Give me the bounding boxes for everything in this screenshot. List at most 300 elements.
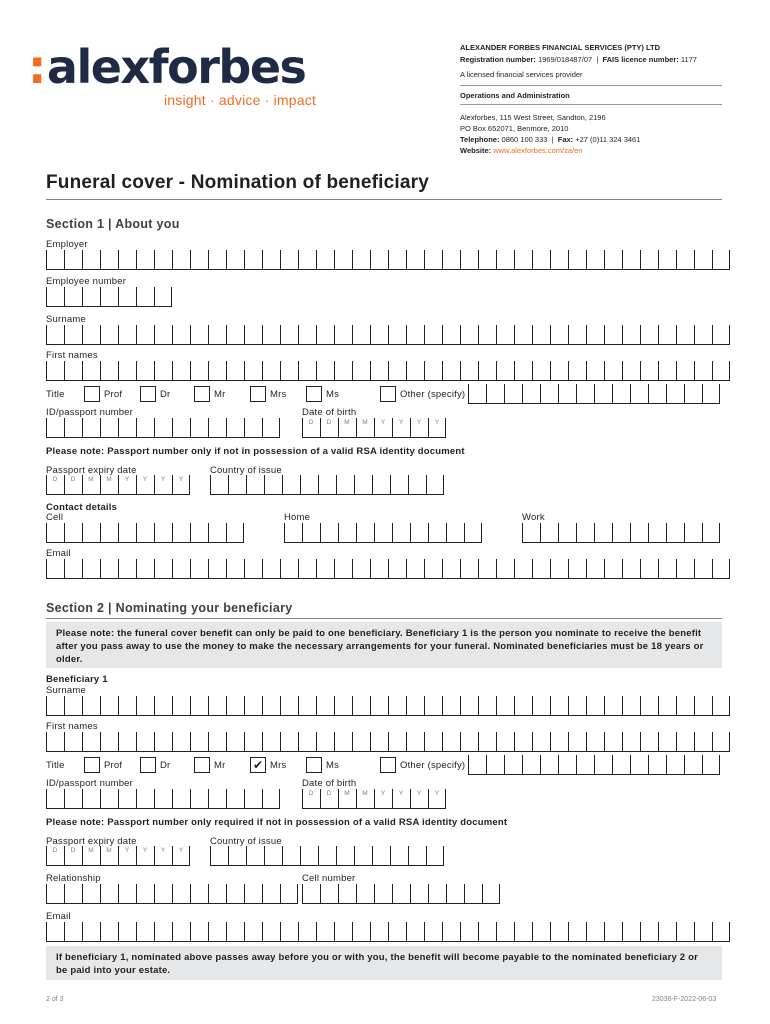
char-box[interactable] (482, 884, 500, 904)
char-box[interactable] (284, 523, 302, 543)
char-box[interactable] (64, 287, 82, 307)
char-box[interactable] (82, 325, 100, 345)
char-box[interactable] (478, 732, 496, 752)
char-box[interactable] (658, 361, 676, 381)
char-box[interactable] (428, 418, 446, 438)
char-box[interactable] (658, 732, 676, 752)
char-box[interactable] (100, 325, 118, 345)
char-box[interactable] (82, 475, 100, 495)
char-box[interactable] (514, 559, 532, 579)
char-box[interactable] (172, 325, 190, 345)
char-box[interactable] (100, 789, 118, 809)
char-box[interactable] (100, 475, 118, 495)
char-box[interactable] (428, 884, 446, 904)
char-box[interactable] (586, 559, 604, 579)
char-box[interactable] (262, 789, 280, 809)
char-box[interactable] (154, 789, 172, 809)
char-box[interactable] (316, 325, 334, 345)
char-box[interactable] (594, 755, 612, 775)
char-box[interactable] (640, 559, 658, 579)
char-box[interactable] (334, 325, 352, 345)
char-box[interactable] (262, 922, 280, 942)
ben-passport-expiry-input[interactable] (46, 846, 190, 866)
char-box[interactable] (410, 884, 428, 904)
char-box[interactable] (622, 922, 640, 942)
char-box[interactable] (118, 418, 136, 438)
char-box[interactable] (374, 789, 392, 809)
char-box[interactable] (302, 884, 320, 904)
char-box[interactable] (316, 732, 334, 752)
char-box[interactable] (154, 732, 172, 752)
char-box[interactable] (442, 559, 460, 579)
char-box[interactable] (676, 325, 694, 345)
char-box[interactable] (658, 696, 676, 716)
title-mrs-checkbox[interactable] (250, 386, 266, 402)
char-box[interactable] (334, 250, 352, 270)
char-box[interactable] (388, 361, 406, 381)
char-box[interactable] (244, 732, 262, 752)
char-box[interactable] (154, 846, 172, 866)
char-box[interactable] (374, 418, 392, 438)
char-box[interactable] (388, 732, 406, 752)
char-box[interactable] (354, 475, 372, 495)
ben-id-number-input[interactable] (46, 789, 280, 809)
char-box[interactable] (356, 523, 374, 543)
char-box[interactable] (154, 922, 172, 942)
ben-title-mrs-checkbox[interactable]: ✔ (250, 757, 266, 773)
char-box[interactable] (468, 384, 486, 404)
char-box[interactable] (64, 475, 82, 495)
title-other-checkbox[interactable] (380, 386, 396, 402)
char-box[interactable] (298, 922, 316, 942)
char-box[interactable] (118, 559, 136, 579)
char-box[interactable] (154, 250, 172, 270)
char-box[interactable] (226, 732, 244, 752)
char-box[interactable] (354, 846, 372, 866)
char-box[interactable] (558, 523, 576, 543)
char-box[interactable] (712, 250, 730, 270)
char-box[interactable] (424, 696, 442, 716)
id-number-input[interactable] (46, 418, 280, 438)
char-box[interactable] (190, 922, 208, 942)
char-box[interactable] (172, 559, 190, 579)
char-box[interactable] (424, 732, 442, 752)
char-box[interactable] (622, 696, 640, 716)
char-box[interactable] (244, 696, 262, 716)
char-box[interactable] (532, 696, 550, 716)
char-box[interactable] (100, 361, 118, 381)
char-box[interactable] (426, 475, 444, 495)
char-box[interactable] (568, 922, 586, 942)
char-box[interactable] (318, 846, 336, 866)
char-box[interactable] (316, 250, 334, 270)
char-box[interactable] (496, 922, 514, 942)
char-box[interactable] (532, 922, 550, 942)
char-box[interactable] (154, 475, 172, 495)
char-box[interactable] (264, 846, 282, 866)
ben-cell-number-input[interactable] (302, 884, 500, 904)
char-box[interactable] (334, 559, 352, 579)
char-box[interactable] (702, 384, 720, 404)
char-box[interactable] (208, 325, 226, 345)
char-box[interactable] (280, 325, 298, 345)
employee-number-input[interactable] (46, 287, 172, 307)
char-box[interactable] (100, 559, 118, 579)
char-box[interactable] (388, 250, 406, 270)
relationship-input[interactable] (46, 884, 298, 904)
char-box[interactable] (372, 475, 390, 495)
title-prof-checkbox[interactable] (84, 386, 100, 402)
char-box[interactable] (532, 250, 550, 270)
char-box[interactable] (568, 325, 586, 345)
char-box[interactable] (100, 418, 118, 438)
char-box[interactable] (640, 732, 658, 752)
char-box[interactable] (406, 250, 424, 270)
char-box[interactable] (370, 250, 388, 270)
char-box[interactable] (320, 418, 338, 438)
char-box[interactable] (298, 361, 316, 381)
char-box[interactable] (46, 361, 64, 381)
char-box[interactable] (226, 250, 244, 270)
char-box[interactable] (446, 884, 464, 904)
char-box[interactable] (172, 475, 190, 495)
char-box[interactable] (622, 250, 640, 270)
char-box[interactable] (478, 559, 496, 579)
char-box[interactable] (522, 384, 540, 404)
char-box[interactable] (532, 559, 550, 579)
char-box[interactable] (338, 418, 356, 438)
char-box[interactable] (514, 250, 532, 270)
char-box[interactable] (64, 884, 82, 904)
char-box[interactable] (46, 250, 64, 270)
char-box[interactable] (136, 732, 154, 752)
char-box[interactable] (694, 361, 712, 381)
char-box[interactable] (388, 559, 406, 579)
char-box[interactable] (464, 523, 482, 543)
char-box[interactable] (478, 922, 496, 942)
char-box[interactable] (46, 418, 64, 438)
char-box[interactable] (64, 696, 82, 716)
char-box[interactable] (136, 523, 154, 543)
char-box[interactable] (46, 523, 64, 543)
title-ms-checkbox[interactable] (306, 386, 322, 402)
char-box[interactable] (82, 696, 100, 716)
char-box[interactable] (676, 922, 694, 942)
char-box[interactable] (244, 361, 262, 381)
char-box[interactable] (464, 884, 482, 904)
char-box[interactable] (46, 922, 64, 942)
char-box[interactable] (426, 846, 444, 866)
char-box[interactable] (82, 418, 100, 438)
email-input[interactable] (46, 559, 730, 579)
char-box[interactable] (154, 559, 172, 579)
char-box[interactable] (244, 922, 262, 942)
country-of-issue-input[interactable] (210, 475, 444, 495)
char-box[interactable] (136, 846, 154, 866)
char-box[interactable] (82, 250, 100, 270)
char-box[interactable] (390, 475, 408, 495)
char-box[interactable] (370, 732, 388, 752)
char-box[interactable] (262, 884, 280, 904)
char-box[interactable] (172, 696, 190, 716)
char-box[interactable] (154, 418, 172, 438)
char-box[interactable] (262, 732, 280, 752)
char-box[interactable] (46, 559, 64, 579)
char-box[interactable] (190, 789, 208, 809)
char-box[interactable] (280, 732, 298, 752)
char-box[interactable] (568, 696, 586, 716)
char-box[interactable] (118, 250, 136, 270)
char-box[interactable] (320, 884, 338, 904)
char-box[interactable] (514, 325, 532, 345)
char-box[interactable] (630, 755, 648, 775)
char-box[interactable] (388, 696, 406, 716)
char-box[interactable] (370, 696, 388, 716)
ben-title-prof-checkbox[interactable] (84, 757, 100, 773)
char-box[interactable] (676, 696, 694, 716)
surname-input[interactable] (46, 325, 730, 345)
char-box[interactable] (190, 732, 208, 752)
work-input[interactable] (522, 523, 720, 543)
char-box[interactable] (532, 732, 550, 752)
char-box[interactable] (586, 922, 604, 942)
char-box[interactable] (190, 696, 208, 716)
char-box[interactable] (100, 523, 118, 543)
char-box[interactable] (586, 696, 604, 716)
char-box[interactable] (298, 696, 316, 716)
char-box[interactable] (46, 789, 64, 809)
char-box[interactable] (460, 922, 478, 942)
char-box[interactable] (408, 475, 426, 495)
home-input[interactable] (284, 523, 482, 543)
char-box[interactable] (262, 361, 280, 381)
char-box[interactable] (228, 475, 246, 495)
ben-country-of-issue-input[interactable] (210, 846, 444, 866)
char-box[interactable] (406, 325, 424, 345)
char-box[interactable] (496, 696, 514, 716)
char-box[interactable] (684, 523, 702, 543)
char-box[interactable] (676, 361, 694, 381)
char-box[interactable] (136, 287, 154, 307)
char-box[interactable] (640, 922, 658, 942)
char-box[interactable] (540, 755, 558, 775)
char-box[interactable] (514, 696, 532, 716)
char-box[interactable] (622, 361, 640, 381)
char-box[interactable] (280, 361, 298, 381)
char-box[interactable] (298, 732, 316, 752)
char-box[interactable] (154, 696, 172, 716)
char-box[interactable] (604, 732, 622, 752)
cell-input[interactable] (46, 523, 244, 543)
char-box[interactable] (406, 732, 424, 752)
char-box[interactable] (712, 361, 730, 381)
char-box[interactable] (210, 475, 228, 495)
char-box[interactable] (172, 789, 190, 809)
char-box[interactable] (154, 523, 172, 543)
char-box[interactable] (446, 523, 464, 543)
char-box[interactable] (300, 475, 318, 495)
char-box[interactable] (604, 559, 622, 579)
char-box[interactable] (568, 732, 586, 752)
char-box[interactable] (586, 361, 604, 381)
char-box[interactable] (64, 250, 82, 270)
char-box[interactable] (64, 789, 82, 809)
char-box[interactable] (280, 696, 298, 716)
char-box[interactable] (244, 325, 262, 345)
char-box[interactable] (424, 922, 442, 942)
char-box[interactable] (604, 325, 622, 345)
char-box[interactable] (550, 361, 568, 381)
char-box[interactable] (46, 884, 64, 904)
char-box[interactable] (154, 884, 172, 904)
char-box[interactable] (374, 523, 392, 543)
char-box[interactable] (118, 325, 136, 345)
char-box[interactable] (316, 361, 334, 381)
char-box[interactable] (424, 361, 442, 381)
title-mr-checkbox[interactable] (194, 386, 210, 402)
char-box[interactable] (622, 325, 640, 345)
char-box[interactable] (118, 361, 136, 381)
ben-title-other-input[interactable] (468, 755, 720, 775)
char-box[interactable] (316, 559, 334, 579)
char-box[interactable] (208, 361, 226, 381)
ben-surname-input[interactable] (46, 696, 730, 716)
char-box[interactable] (460, 325, 478, 345)
char-box[interactable] (226, 523, 244, 543)
char-box[interactable] (640, 361, 658, 381)
char-box[interactable] (428, 789, 446, 809)
char-box[interactable] (694, 732, 712, 752)
char-box[interactable] (406, 361, 424, 381)
char-box[interactable] (648, 523, 666, 543)
char-box[interactable] (46, 325, 64, 345)
char-box[interactable] (208, 523, 226, 543)
char-box[interactable] (604, 250, 622, 270)
char-box[interactable] (136, 922, 154, 942)
char-box[interactable] (586, 732, 604, 752)
char-box[interactable] (320, 789, 338, 809)
char-box[interactable] (118, 475, 136, 495)
char-box[interactable] (496, 325, 514, 345)
char-box[interactable] (262, 250, 280, 270)
char-box[interactable] (442, 696, 460, 716)
char-box[interactable] (630, 384, 648, 404)
char-box[interactable] (712, 922, 730, 942)
char-box[interactable] (280, 922, 298, 942)
char-box[interactable] (640, 696, 658, 716)
char-box[interactable] (522, 755, 540, 775)
char-box[interactable] (64, 559, 82, 579)
char-box[interactable] (246, 846, 264, 866)
char-box[interactable] (712, 325, 730, 345)
char-box[interactable] (424, 559, 442, 579)
char-box[interactable] (118, 287, 136, 307)
char-box[interactable] (64, 922, 82, 942)
char-box[interactable] (392, 884, 410, 904)
char-box[interactable] (496, 361, 514, 381)
char-box[interactable] (586, 250, 604, 270)
employer-input[interactable] (46, 250, 730, 270)
dob-input[interactable] (302, 418, 446, 438)
char-box[interactable] (428, 523, 446, 543)
char-box[interactable] (244, 250, 262, 270)
char-box[interactable] (190, 418, 208, 438)
first-names-input[interactable] (46, 361, 730, 381)
char-box[interactable] (46, 287, 64, 307)
char-box[interactable] (576, 523, 594, 543)
char-box[interactable] (640, 250, 658, 270)
char-box[interactable] (136, 475, 154, 495)
char-box[interactable] (550, 732, 568, 752)
char-box[interactable] (442, 325, 460, 345)
char-box[interactable] (540, 384, 558, 404)
char-box[interactable] (338, 884, 356, 904)
char-box[interactable] (244, 418, 262, 438)
char-box[interactable] (280, 559, 298, 579)
char-box[interactable] (550, 696, 568, 716)
char-box[interactable] (302, 789, 320, 809)
char-box[interactable] (82, 523, 100, 543)
ben-dob-input[interactable] (302, 789, 446, 809)
ben-title-ms-checkbox[interactable] (306, 757, 322, 773)
char-box[interactable] (352, 696, 370, 716)
char-box[interactable] (390, 846, 408, 866)
char-box[interactable] (666, 523, 684, 543)
char-box[interactable] (712, 696, 730, 716)
char-box[interactable] (648, 755, 666, 775)
char-box[interactable] (46, 475, 64, 495)
char-box[interactable] (372, 846, 390, 866)
char-box[interactable] (550, 325, 568, 345)
char-box[interactable] (694, 922, 712, 942)
char-box[interactable] (316, 922, 334, 942)
char-box[interactable] (702, 523, 720, 543)
char-box[interactable] (388, 922, 406, 942)
char-box[interactable] (676, 732, 694, 752)
char-box[interactable] (82, 559, 100, 579)
char-box[interactable] (532, 325, 550, 345)
char-box[interactable] (576, 384, 594, 404)
char-box[interactable] (478, 250, 496, 270)
char-box[interactable] (410, 418, 428, 438)
char-box[interactable] (460, 361, 478, 381)
char-box[interactable] (712, 559, 730, 579)
char-box[interactable] (226, 325, 244, 345)
char-box[interactable] (300, 846, 318, 866)
char-box[interactable] (460, 559, 478, 579)
char-box[interactable] (100, 922, 118, 942)
char-box[interactable] (392, 523, 410, 543)
char-box[interactable] (64, 732, 82, 752)
char-box[interactable] (244, 884, 262, 904)
char-box[interactable] (64, 523, 82, 543)
char-box[interactable] (604, 361, 622, 381)
char-box[interactable] (82, 732, 100, 752)
website-link[interactable]: www.alexforbes.com/za/en (493, 146, 583, 155)
char-box[interactable] (136, 789, 154, 809)
char-box[interactable] (576, 755, 594, 775)
char-box[interactable] (46, 846, 64, 866)
char-box[interactable] (100, 846, 118, 866)
char-box[interactable] (336, 846, 354, 866)
char-box[interactable] (640, 325, 658, 345)
char-box[interactable] (154, 287, 172, 307)
char-box[interactable] (612, 384, 630, 404)
char-box[interactable] (514, 732, 532, 752)
char-box[interactable] (352, 361, 370, 381)
char-box[interactable] (190, 250, 208, 270)
char-box[interactable] (522, 523, 540, 543)
